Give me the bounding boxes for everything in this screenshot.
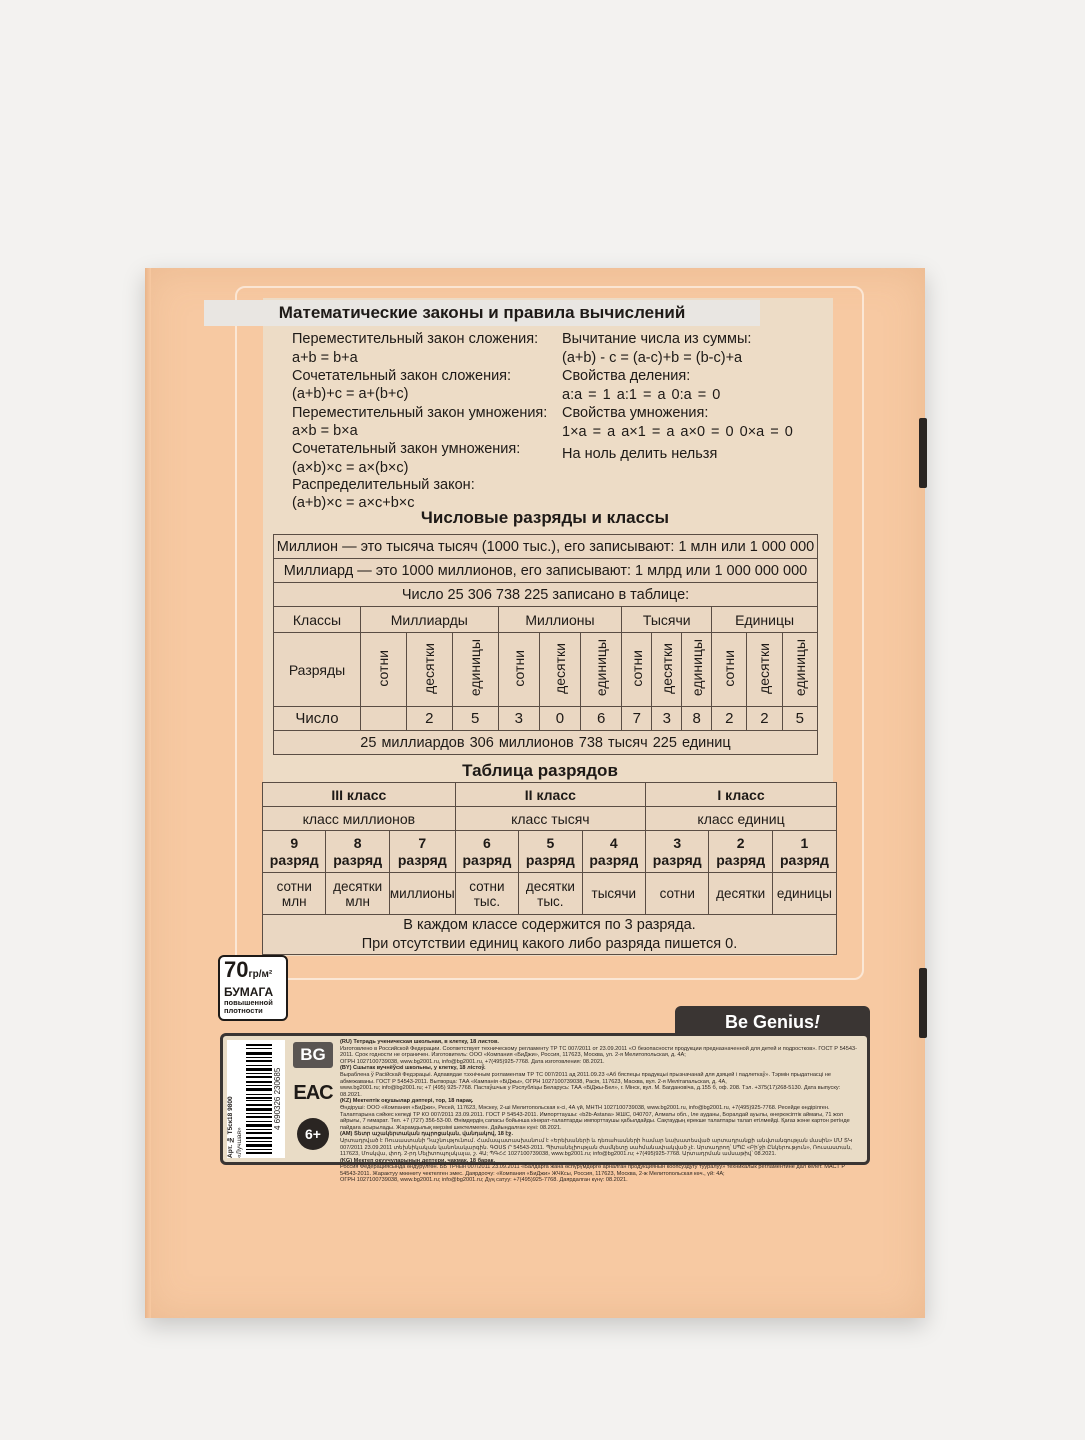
rank-value: десятки [525, 878, 575, 894]
digit-cell: 7 [622, 707, 652, 731]
rank-value-cell [709, 873, 772, 915]
rank-cell [782, 633, 817, 707]
info-line: Талаптарына сәйкес келеді ТР КО 007/2011 23.09.2011. ГОСТ Р 54543-2011. Импорттаушы: «b2b-Astana» ЖШС, 040707, Алматы обл., Іле ауданы, Боралдай ауылы, өнеркәсіптік аймағы, 71 жол айрығы, 7 ғимарат. Тел. +7 (727) 356-53-00. Өнімдердің сапасы бойынша кінәрат-талаптарды импорттаушы қабылдайды. Сақтаудың ерекше талаптары талап етілмейді. Қағаз және картон ретінде пайдаға асырылады. Жарамдылық мерзімі шектелмеген. Дайындалған күні: 08.2021. [340, 1111, 850, 1131]
main-title: Математические законы и правила вычислений [204, 300, 760, 326]
subclass-millions: класс миллионов [263, 807, 456, 831]
rank-cell [498, 633, 539, 707]
rank-word: разряд [397, 851, 447, 868]
rank-value: тысячи [591, 886, 637, 901]
rank-value-cell [519, 873, 582, 915]
law-right-0: Вычитание числа из суммы: [562, 331, 752, 347]
ranks-label: Разряды [274, 633, 361, 707]
info-line: (BY) Сшытак вучнёўскі школьны, у клетку, 18 лістоў. [340, 1065, 486, 1072]
ranks-note [263, 915, 837, 955]
rank-cell [406, 633, 452, 707]
info-line: www.bg2001.ru; info@bg2001.ru; +7 (495) 925-7768. Пастаўшчык у Рэспубліцы Беларусь: ТАА «БіДжы-Бел», г. Мінск, вул. М. Багдановіча, д.155 б, оф. 208. Тэл. +375(17)268-5130. Дата выпуску: 08.2021. [340, 1085, 841, 1098]
rank-cell [622, 633, 652, 707]
paper-unit: гр/м² [248, 969, 273, 980]
rank-name: сотни [628, 649, 645, 687]
law-left-4: Переместительный закон умножения: [292, 405, 548, 421]
law-left-8: Распределительный закон: [292, 477, 475, 493]
rank-cell [682, 633, 712, 707]
rank-value: единицы [776, 886, 832, 901]
cover-edge [145, 268, 151, 1318]
age-rating: 6+ [297, 1118, 329, 1150]
rank-value: млн [345, 893, 370, 909]
number-label: Число [274, 707, 361, 731]
digit-cell: 8 [682, 707, 712, 731]
digit-cell: 6 [581, 707, 622, 731]
rank-number: 8 [353, 834, 362, 851]
rank-value: десятки [333, 878, 383, 894]
paper-desc-2: плотности [224, 1006, 263, 1015]
rank-word: разряд [333, 851, 383, 868]
law-right-1: (a+b) - c = (a-c)+b = (b-c)+a [562, 350, 743, 366]
rank-name: сотни [510, 649, 527, 687]
rank-value: тыс. [473, 893, 501, 909]
law-right-2: Свойства деления: [562, 368, 691, 384]
law-right-5: 1×a = a a×1 = a a×0 = 0 0×a = 0 [562, 424, 793, 440]
rank-number: 6 [483, 834, 491, 851]
rank-number-cell [772, 831, 836, 873]
rank-value-cell [455, 873, 518, 915]
classes-label: Классы [274, 607, 361, 633]
rank-cell [652, 633, 682, 707]
rank-word: разряд [269, 851, 319, 868]
law-left-3: (a+b)+c = a+(b+c) [292, 386, 409, 402]
paper-word: БУМАГА [224, 985, 274, 999]
digit-cell: 3 [652, 707, 682, 731]
rank-number: 7 [418, 834, 427, 851]
subclass-thousands: класс тысяч [455, 807, 645, 831]
rank-name: сотни [721, 649, 738, 687]
rank-number: 4 [609, 834, 618, 851]
law-left-0: Переместительный закон сложения: [292, 331, 539, 347]
rank-number-cell [709, 831, 772, 873]
rank-number: 2 [736, 834, 745, 851]
class-thousands: Тысячи [622, 607, 712, 633]
rank-number: 9 [290, 834, 299, 851]
rank-value: сотни [659, 886, 695, 901]
info-line: Изготовлено в Российской Федерации. Соответствует техническому регламенту ТР ТС 007/2011 от 23.09.2011 «О безопасности продукции предназначенной для детей и подростков». ГОСТ Р 54543-2011. Срок годности не ограничен. Изготовитель: ООО «Компания «БиДжи», Россия, 117623, Москва, ул. 2-я Мелитопольская, д. 4А; [340, 1045, 857, 1059]
rank-name: десятки [551, 642, 568, 694]
rank-number-cell [389, 831, 455, 873]
digit-cell [361, 707, 407, 731]
rank-number-cell [646, 831, 709, 873]
rank-value-cell [772, 873, 836, 915]
rank-value: млн [281, 893, 307, 909]
law-left-2: Сочетательный закон сложения: [292, 368, 512, 384]
rank-number-cell [519, 831, 582, 873]
law-left-9: (a+b)×c = a×c+b×c [292, 495, 415, 511]
ranks-table [262, 782, 837, 955]
paper-weight: 70 [224, 957, 249, 982]
section-title-ranks-classes: Числовые разряды и классы [420, 508, 670, 527]
article-number: Арт. № Т5ск18 9800 [227, 1096, 234, 1158]
rank-number-cell [455, 831, 518, 873]
rank-value: десятки [716, 886, 766, 901]
digit-cell: 0 [539, 707, 580, 731]
class-iii: III класс [263, 783, 456, 807]
info-line: (AM) Տետր աշակերտական դպրոցական, վանդակով, 18 էջ. [340, 1131, 513, 1138]
rank-value: тыс. [537, 893, 564, 909]
billion-definition: Миллиард — это 1000 миллионов, его записывают: 1 млрд или 1 000 000 000 [274, 559, 818, 583]
ranks-note-line-1: В каждом классе содержится по 3 разряда. [403, 916, 696, 933]
barcode-number: 4 690326 230685 [273, 1067, 282, 1131]
rank-value-cell [263, 873, 326, 915]
info-text [340, 1039, 862, 1184]
law-right-6: На ноль делить нельзя [562, 446, 718, 462]
rank-word: разряд [716, 851, 766, 868]
rank-cell [452, 633, 498, 707]
rank-number-cell [326, 831, 389, 873]
rank-number-cell [263, 831, 326, 873]
rank-cell [712, 633, 747, 707]
law-right-4: Свойства умножения: [562, 405, 709, 421]
binder-clip-bottom [919, 968, 927, 1038]
rank-word: разряд [652, 851, 702, 868]
rank-number: 3 [673, 834, 682, 851]
info-line: ОГРН 1027100739038, www.bg2001.ru, info@bg2001.ru, +7(495)925-7768. Дата изготовления: 08.2021. [340, 1058, 605, 1065]
ranks-classes-table [273, 534, 818, 755]
rank-name: десятки [756, 642, 773, 694]
barcode-block [227, 1040, 285, 1158]
rank-value-cell [326, 873, 389, 915]
rank-name: сотни [375, 649, 392, 687]
rank-number-cell [582, 831, 645, 873]
rank-name: десятки [658, 642, 675, 694]
rank-name: единицы [688, 639, 705, 697]
class-i: I класс [646, 783, 837, 807]
info-line: ОГРН 1027100739038, www.bg2001.ru; info@bg2001.ru; Дүң сатуу: +7(495)925-7768. Даярдалган күнү: 08.2021. [340, 1177, 628, 1184]
rank-name: единицы [791, 639, 808, 697]
rank-word: разряд [780, 851, 829, 868]
binder-clip-top [919, 418, 927, 488]
section-title-ranks-table: Таблица разрядов [462, 761, 618, 780]
rank-value-cell [389, 873, 455, 915]
eac-logo: EAC [293, 1082, 333, 1104]
brand-slogan: Be Genius [724, 1012, 815, 1032]
info-line: Արտադրված է Ռուսաստանի Դաշնությունում. Համապատասխանում է «Երեխաների և դեռահասների համար նախատեսված արտադրանքի անվտանգության մասին» ՄՄ ՏԿ 007/2011 23.09.2011 տեխնիկական կանոնակարգին. ԳՕՍՏ Ր 54543-2011. Պիտանելիության ժամկետը սահմանափակված չէ. Արտադրող՝ ՍՊԸ «Բի՛ջի Ընկերություն», Ռուսաստան, 117623, Մոսկվա, փող. 2-րդ Մելիտոպոլսկայա, շ. 4Ա; ՊԳՀՀ 1027100739038, www.bg2001.ru; info@bg2001.ru; +7(495)925-7768. Արտադրման ամսաթիվ՝ 08.2021. [340, 1137, 853, 1158]
law-left-7: (a×b)×c = a×(b×c) [292, 460, 409, 476]
digit-cell: 3 [498, 707, 539, 731]
number-caption: Число 25 306 738 225 записано в таблице: [274, 583, 818, 607]
law-left-6: Сочетательный закон умножения: [292, 441, 521, 457]
rank-cell [361, 633, 407, 707]
product-info-box [220, 1033, 870, 1184]
rank-word: разряд [589, 851, 639, 868]
article-name: «Лучшая» [236, 1127, 243, 1158]
law-right-3: a:a = 1 a:1 = a 0:a = 0 [562, 387, 721, 403]
digit-cell: 5 [782, 707, 817, 731]
info-line: Россия Федерациясында өндүрүлгөн. ББ ТРнын 007/2011 23.09.2011 «Балдарга жана өспүрүмдөргө арналган продукциянын коопсуздугу тууралуу» техникалык регламентине дал келет. МАСТ Р 54543-2011. Жарактуу мөөнөтү чектелген эмес. Даярдоочу: «Компания «БиДжи» ЖЧКсы, Россия, 117623, Москва, 2-ж Мелитопольская көч., үй: 4А; [340, 1164, 846, 1177]
number-summary: 25 миллиардов 306 миллионов 738 тысяч 225 единиц [274, 731, 818, 755]
rank-value: сотни [276, 878, 312, 894]
info-line: Өндіруші: ООО «Компания «БиДжи», Ресей, 117623, Мәскеу, 2-ші Мелитопольская к-сі, 4А үй, МНТН 1027100739038, www.bg2001.ru, info@bg2001.ru, +7(495)925-7768. Ресейде өндірілген. [340, 1104, 830, 1111]
paper-desc-1: повышенной [224, 998, 273, 1007]
ranks-note-line-2: При отсутствии единиц какого либо разряда пишется 0. [361, 935, 738, 952]
info-line: Выраблена ў Расійскай Федэрацыі. Адпавядае тэхнічным рэгламентам ТР ТС 007/2011 ад 2011.09.23 «Аб бяспецы прадукцыі прызначанай для дзяцей і падлеткаў». Тэрмін прыдатнасці не абмежаваны. ГОСТ Р 54543-2011. Вытворца: ТАА «Кампанія «БіДжы», ОГРН 1027100739038, Расія, 117623, Масква, вул. 2-я Мелітапальская, д. 4А, [340, 1071, 831, 1085]
brand-mark: ! [814, 1012, 821, 1032]
class-ii: II класс [455, 783, 645, 807]
class-billions: Миллиарды [361, 607, 499, 633]
digit-cell: 5 [452, 707, 498, 731]
digit-cell: 2 [406, 707, 452, 731]
info-line: (KG) Мектеп окуучуларынын дептери, чакмак, 18 барак. [340, 1157, 496, 1164]
digit-cell: 2 [712, 707, 747, 731]
rank-value: сотни [469, 878, 505, 894]
rank-name: десятки [421, 642, 438, 694]
rank-number: 5 [546, 834, 555, 851]
rank-name: единицы [467, 639, 484, 697]
law-left-1: a+b = b+a [292, 350, 358, 366]
class-units: Единицы [712, 607, 818, 633]
million-definition: Миллион — это тысяча тысяч (1000 тыс.), его записывают: 1 млн или 1 000 000 [274, 535, 818, 559]
rank-word: разряд [462, 851, 512, 868]
paper-density-badge [218, 955, 288, 1021]
barcode-icon [246, 1044, 272, 1154]
rank-cell [747, 633, 782, 707]
rank-word: разряд [525, 851, 575, 868]
class-millions: Миллионы [498, 607, 622, 633]
rank-number: 1 [800, 834, 809, 851]
rank-value: миллионы [389, 886, 455, 901]
subclass-units: класс единиц [646, 807, 837, 831]
info-line: (KZ) Мектептік оқушылар дәптері, тор, 18 парақ. [340, 1098, 474, 1105]
rank-value-cell [582, 873, 645, 915]
rank-value-cell [646, 873, 709, 915]
rank-cell [581, 633, 622, 707]
info-line: (RU) Тетрадь ученическая школьная, в клетку, 18 листов. [340, 1039, 499, 1045]
bg-logo: BG [293, 1042, 333, 1068]
digit-cell: 2 [747, 707, 782, 731]
law-left-5: a×b = b×a [292, 423, 358, 439]
rank-name: единицы [593, 639, 610, 697]
rank-cell [539, 633, 580, 707]
